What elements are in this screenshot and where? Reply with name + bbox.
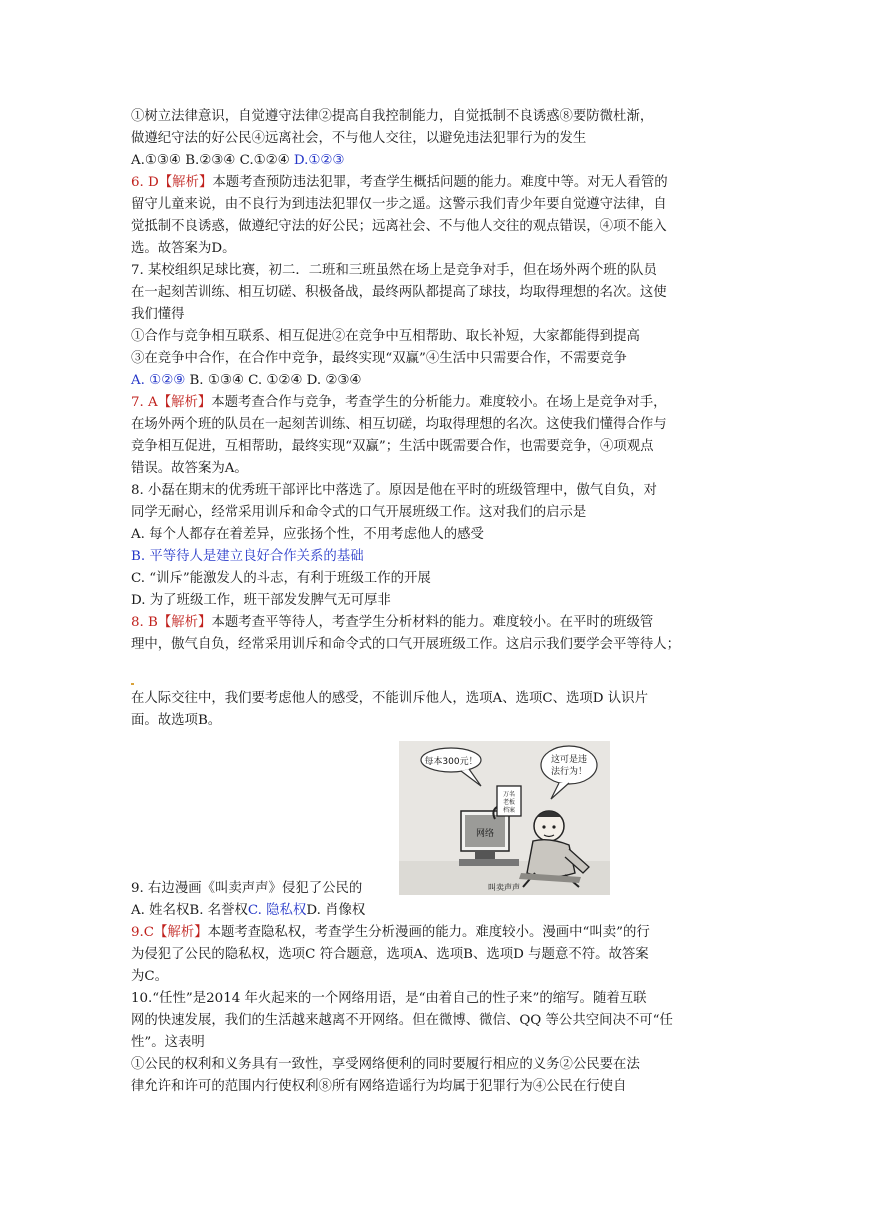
text-segment: 我们懂得 [131,307,185,322]
text-segment: 在人际交往中，我们要考虑他人的感受，不能训斥他人，选项A、选项C、选项D 认识片 [131,691,648,706]
text-segment: 8. 小磊在期末的优秀班干部评比中落选了。原因是他在平时的班级管理中，傲气自负，对 [131,483,657,498]
text-segment: 本题考查隐私权，考查学生分析漫画的能力。难度较小。漫画中“叫卖”的行 [207,925,650,940]
text-line [131,414,667,436]
text-line [131,502,586,524]
text-line [131,128,586,150]
text-line [131,260,657,282]
text-line [131,238,235,260]
bubble-tail-right [551,783,569,799]
text-line [131,1076,626,1098]
text-segment: A. 每个人都存在着差异，应张扬个性，不用考虑他人的感受 [131,527,484,542]
text-line [131,172,668,194]
screen-label: 网络 [475,829,495,839]
analysis-label: 9.C【解析】 [131,925,208,940]
text-segment: 10.“任性”是2014 年火起来的一个网络用语，是“由着自己的性子来”的缩写。随着互联 [131,991,647,1006]
monitor-stand [475,851,495,859]
man-eye-right [552,825,555,828]
bubble-right-text-2: 法行为！ [550,767,588,777]
bubble-left-text: 每本300元！ [424,757,478,767]
text-segment: C. “训斥”能激发人的斗志，有利于班级工作的开展 [131,571,431,586]
answer-highlight: A. ①②⑨ [131,373,186,388]
text-segment: 面。故选项B。 [131,713,222,728]
text-line [131,480,657,502]
text-segment: 在场外两个班的队员在一起刻苦训练、相互切磋，均取得理想的名次。这使我们懂得合作与 [131,417,667,432]
text-line [131,106,653,128]
text-line [131,590,391,612]
text-line [131,1054,640,1076]
text-line [131,688,648,710]
text-line [131,150,344,172]
book-label-1: 万名 [502,791,516,798]
text-segment: 理中，傲气自负，经常采用训斥和命令式的口气开展班级工作。这启示我们要学会平等待人； [131,637,681,652]
answer-highlight: D.①②③ [293,153,345,168]
text-line [131,194,667,216]
text-line [131,1010,673,1032]
text-line [131,304,185,326]
text-segment: 网的快速发展，我们的生活越来越离不开网络。但在微博、微信、QQ 等公共空间决不可“任 [131,1013,673,1028]
text-segment: 9. 右边漫画《叫卖声声》侵犯了公民的 [131,881,363,896]
text-line [131,568,431,590]
text-segment: 律允许和许可的范围内行使权利⑧所有网络造谣行为均属于犯罪行为④公民在行使自 [131,1079,627,1094]
cartoon-caption: 叫卖声声 [488,883,520,892]
text-line [131,216,667,238]
keyboard [459,859,519,866]
analysis-label: 6. D【解析】 [131,175,213,190]
bubble-tail-left [461,769,481,786]
text-segment: A. 姓名权B. 名誉权 [131,903,248,918]
analysis-label: 8. B【解析】 [131,615,212,630]
text-segment: 选。故答案为D。 [131,241,236,256]
text-line [131,922,650,944]
text-segment: 竞争相互促进，互相帮助，最终实现“双赢”；生活中既需要合作，也需要竞争，④项观点 [131,439,654,454]
speech-bubble-right [541,746,597,784]
text-segment: ①公民的权利和义务具有一致性，享受网络便利的同时要履行相应的义务②公民要在法 [131,1057,640,1072]
man-hat [537,811,561,817]
text-line [131,612,653,634]
text-line [131,546,364,568]
book-label-2: 老板 [502,799,516,806]
answer-highlight: C. 隐私权 [247,903,307,918]
text-segment: D. 为了班级工作，班干部发发脾气无可厚非 [131,593,391,608]
analysis-label: 7. A【解析】 [131,395,212,410]
text-line [131,878,362,900]
text-segment: ①树立法律意识，自觉遵守法律②提高自我控制能力，自觉抵制不良诱惑⑧要防微杜渐， [131,109,654,124]
text-segment: 同学无耐心，经常采用训斥和命令式的口气开展班级工作。这对我们的启示是 [131,505,587,520]
text-segment: 本题考查平等待人，考查学生分析材料的能力。难度较小。在平时的班级管 [211,615,654,630]
text-line [131,900,365,922]
text-line [131,436,654,458]
text-line [131,326,640,348]
text-line [131,966,168,988]
text-segment: ①合作与竞争相互联系、相互促进②在竞争中互相帮助、取长补短，大家都能得到提高 [131,329,640,344]
text-segment: 做遵纪守法的好公民④远离社会，不与他人交往，以避免违法犯罪行为的发生 [131,131,587,146]
text-segment: 觉抵制不良诱惑，做遵纪守法的好公民；远离社会、不与他人交往的观点错误，④项不能入 [131,219,667,234]
text-segment: A.①③④ B.②③④ C.①②④ [131,153,294,168]
text-line [131,282,667,304]
text-segment: 为C。 [131,969,169,984]
text-segment: D. 肖像权 [306,903,366,918]
text-line [131,370,361,392]
text-segment: 性”。这表明 [131,1035,205,1050]
bubble-right-text-1: 这可是违 [550,755,588,765]
cartoon-drawing [399,741,610,895]
text-segment: ③在竞争中合作，在合作中竞争，最终实现“双赢”④生活中只需要合作，不需要竞争 [131,351,627,366]
text-segment: 错误。故答案为A。 [131,461,248,476]
text-segment: 为侵犯了公民的隐私权，选项C 符合题意，选项A、选项B、选项D 与题意不符。故答案 [131,947,649,962]
cartoon-illustration [399,741,610,895]
stray-mark [131,683,134,685]
text-line [131,392,667,414]
text-segment: 在一起刻苦训练、相互切磋、积极备战，最终两队都提高了球技，均取得理想的名次。这使 [131,285,667,300]
answer-highlight: B. 平等待人是建立良好合作关系的基础 [131,549,364,564]
text-line [131,524,484,546]
text-line [131,348,627,370]
text-segment: 7. 某校组织足球比赛，初二．二班和三班虽然在场上是竞争对手，但在场外两个班的队员 [131,263,657,278]
text-segment: 留守儿童来说，由不良行为到违法犯罪仅一步之遥。这警示我们青少年要自觉遵守法律，自 [131,197,667,212]
text-line [131,988,647,1010]
text-line [131,1032,205,1054]
text-line [131,634,680,656]
text-line [131,944,649,966]
book-label-3: 档案 [502,807,516,814]
text-segment: 本题考查合作与竞争，考查学生的分析能力。难度较小。在场上是竞争对手， [211,395,667,410]
text-segment: B. ①③④ C. ①②④ D. ②③④ [185,373,362,388]
text-segment: 本题考查预防违法犯罪，考查学生概括问题的能力。难度中等。对无人看管的 [212,175,668,190]
man-eye-left [542,825,545,828]
text-line [131,458,248,480]
text-line [131,710,221,732]
